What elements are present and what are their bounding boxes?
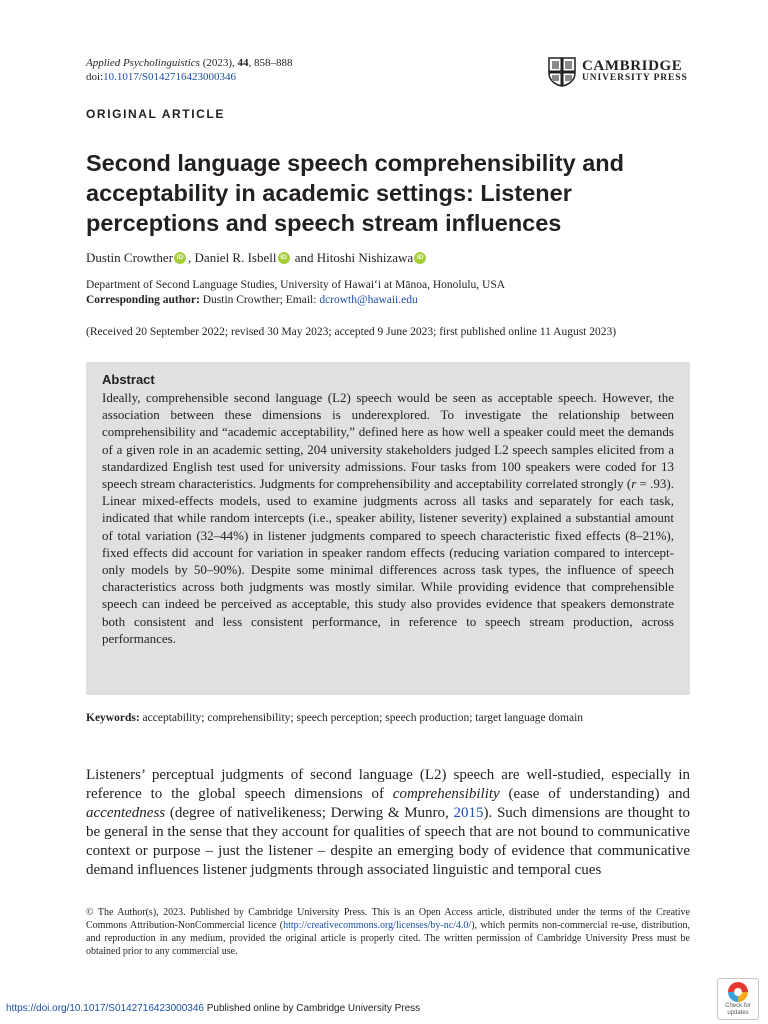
orcid-icon[interactable]: iD [174, 252, 186, 264]
journal-pages: , 858–888 [248, 57, 293, 69]
body-text-run: ). Such dimensions are thought to be general in the sense that they account for qualities of speech that are not bound to communicative context or purpose – just the listener – despite an emerging body of evidence that communicative demand influences listener judgments through associated linguistic and temporal cues [86, 804, 690, 878]
body-text-run: (degree of nativelikeness; Derwing & Munro, [165, 804, 454, 821]
body-emphasis: comprehensibility [392, 785, 500, 802]
page-footer [6, 1003, 420, 1014]
abstract-heading: Abstract [102, 372, 155, 387]
author-name[interactable]: Dustin Crowther [86, 250, 174, 265]
crossmark-icon [728, 982, 748, 1002]
abstract-part: = .93). Linear mixed-effects models, used to examine judgments across all tasks and separately for each task, indicated that while random intercepts (i.e., speaker ability, listener severity) explained a substantial amount of total variation (32–44%) in listener judgments compared to speech characteristic fixed effects (8–21%), fixed effects did account for variation in speaker random effects (reducing variation compared to intercept-only models by 50–90%). Despite some minimal differences across task types, the influence of speech characteristics across both judgments was mostly similar. While providing evidence that comprehensible speech can indeed be perceived as acceptable, this study also provides evidence that speakers demonstrate both consistent and less consistent performance, in reference to speech stream production, across performances. [102, 476, 674, 646]
license-link[interactable]: http://creativecommons.org/licenses/by-nc/4.0/ [283, 920, 472, 931]
abstract-text [102, 389, 674, 647]
article-title: Second language speech comprehensibility and acceptability in academic settings: Listener perceptions and speech stream influences [86, 150, 625, 236]
license-note [86, 906, 690, 958]
email-link[interactable]: dcrowth@hawaii.edu [319, 294, 418, 306]
keywords-label: Keywords: [86, 712, 140, 724]
check-updates-label: Check for [725, 1003, 751, 1009]
journal-year: (2023), [199, 57, 238, 69]
footer-doi-link[interactable]: https://doi.org/10.1017/S0142716423000346 [6, 1003, 204, 1014]
affiliation: Department of Second Language Studies, University of Hawaiʻi at Mānoa, Honolulu, USA [86, 279, 506, 291]
check-for-updates-button[interactable] [717, 978, 759, 1020]
abstract-stat: r [631, 476, 637, 492]
orcid-icon[interactable]: iD [414, 252, 426, 264]
keywords-text: acceptability; comprehensibility; speech perception; speech production; target language domain [139, 712, 584, 724]
citation-link[interactable]: 2015 [453, 804, 484, 821]
body-text-run: (ease of understanding) and [499, 785, 690, 802]
keywords [86, 711, 583, 726]
journal-volume: 44 [237, 57, 249, 69]
cambridge-shield-icon [548, 57, 576, 87]
publication-history: (Received 20 September 2022; revised 30 May 2023; accepted 9 June 2023; first published online 11 August 2023) [86, 326, 617, 338]
journal-name: Applied Psycholinguistics [86, 57, 200, 69]
doi-link[interactable]: 10.1017/S0142716423000346 [103, 71, 237, 83]
license-text: © The Author(s), 2023. Published by Cambridge University Press. This is an Open Access article, distributed under the terms of the Creative Commons Attribution-NonCommercial licence ( [86, 907, 690, 931]
article-type: ORIGINAL ARTICLE [86, 107, 225, 121]
license-text: ), which permits non-commercial re-use, distribution, and reproduction in any medium, provided the original article is properly cited. The written permission of Cambridge University Press must be obtained prior to any commercial use. [86, 920, 690, 957]
corresponding-text: Dustin Crowther; Email: [199, 294, 320, 306]
orcid-icon[interactable]: iD [278, 252, 290, 264]
journal-citation [86, 56, 293, 84]
publisher-name: CAMBRIDGE [582, 58, 683, 74]
corresponding-label: Corresponding author: [86, 294, 200, 306]
body-text-run: Listeners’ perceptual judgments of second language (L2) speech are well-studied, especially in reference to the global speech dimensions of [86, 767, 690, 802]
body-paragraph [86, 766, 690, 879]
abstract-part: Ideally, comprehensible second language (L2) speech would be seen as acceptable speech. However, the association between these dimensions is underexplored. To investigate the relationship between comprehensibility and “academic acceptability,” defined here as how well a speaker could meet the demands of a given role in an academic setting, 204 university stakeholders judged L2 speech samples elicited from a standardized English test used for university admissions. Four tasks from 100 speakers were coded for 13 speech stream characteristics. Judgments for comprehensibility and acceptability correlated strongly ( [102, 390, 674, 492]
cambridge-logo [548, 56, 692, 88]
affiliation-block [86, 278, 505, 308]
author-name[interactable]: Daniel R. Isbell [194, 250, 277, 265]
doi-prefix: doi: [86, 71, 104, 83]
author-separator: and [291, 250, 317, 265]
author-list [86, 250, 428, 266]
author-name[interactable]: Hitoshi Nishizawa [316, 250, 414, 265]
publisher-subname: UNIVERSITY PRESS [582, 73, 688, 83]
author-separator: , [188, 250, 195, 265]
body-emphasis: accentedness [86, 804, 166, 821]
footer-text: Published online by Cambridge University Press [203, 1003, 421, 1014]
check-updates-label: updates [727, 1010, 749, 1016]
